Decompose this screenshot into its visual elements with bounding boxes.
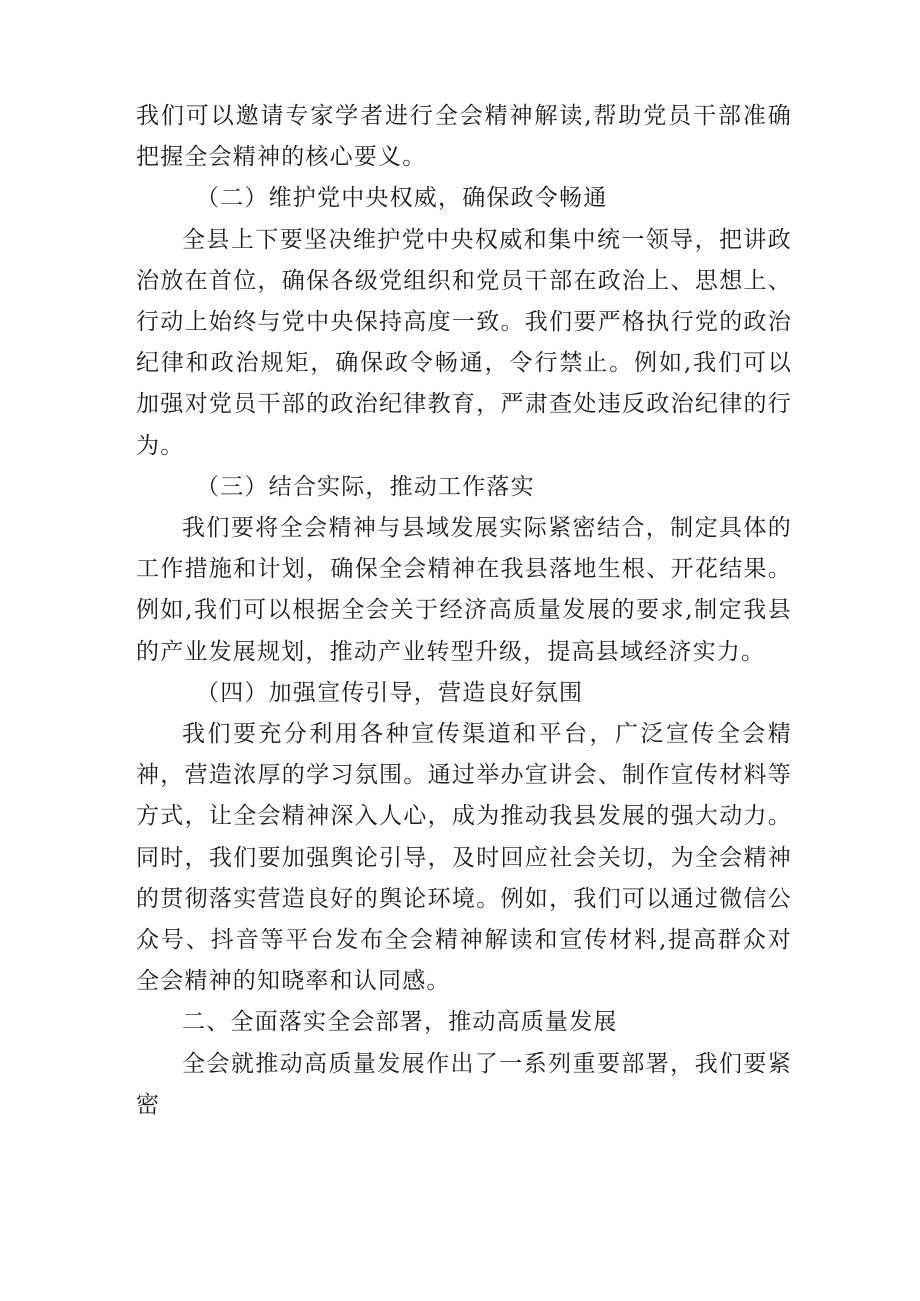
chapter-heading-2: 二、全面落实全会部署，推动高质量发展 — [182, 1009, 618, 1036]
section-heading-3: （三）结合实际，推动工作落实 — [196, 473, 535, 500]
section-heading-4: （四）加强宣传引导，营造良好氛围 — [196, 679, 584, 706]
paragraph: 全会就推动高质量发展作出了一系列重要部署，我们要紧密 — [136, 1050, 792, 1118]
paragraph: 我们要充分利用各种宣传渠道和平台，广泛宣传全会精神，营造浓厚的学习氛围。通过举办宣讲会、制作宣传材料等方式，让全会精神深入人心，成为推动我县发展的强大动力。同时，我们要加强舆论引导，及时回应社会关切，为全会精神的贯彻落实营造良好的舆论环境。例如，我们可以通过微信公众号、抖音等平台发布全会精神解读和宣传材料,提高群众对全会精神的知晓率和认同感。 — [136, 721, 792, 995]
paragraph-continued: 我们可以邀请专家学者进行全会精神解读,帮助党员干部准确把握全会精神的核心要义。 — [136, 103, 792, 171]
paragraph: 我们要将全会精神与县域发展实际紧密结合，制定具体的工作措施和计划，确保全会精神在我县落地生根、开花结果。例如,我们可以根据全会关于经济高质量发展的要求,制定我县的产业发展规划，推动产业转型升级，提高县域经济实力。 — [136, 515, 792, 665]
paragraph: 全县上下要坚决维护党中央权威和集中统一领导，把讲政治放在首位，确保各级党组织和党员干部在政治上、思想上、行动上始终与党中央保持高度一致。我们要严格执行党的政治纪律和政治规矩，确保政令畅通，令行禁止。例如,我们可以加强对党员干部的政治纪律教育，严肃查处违反政治纪律的行为。 — [136, 226, 792, 459]
section-heading-2: （二）维护党中央权威，确保政令畅通 — [196, 185, 608, 212]
document-body — [136, 96, 792, 1126]
